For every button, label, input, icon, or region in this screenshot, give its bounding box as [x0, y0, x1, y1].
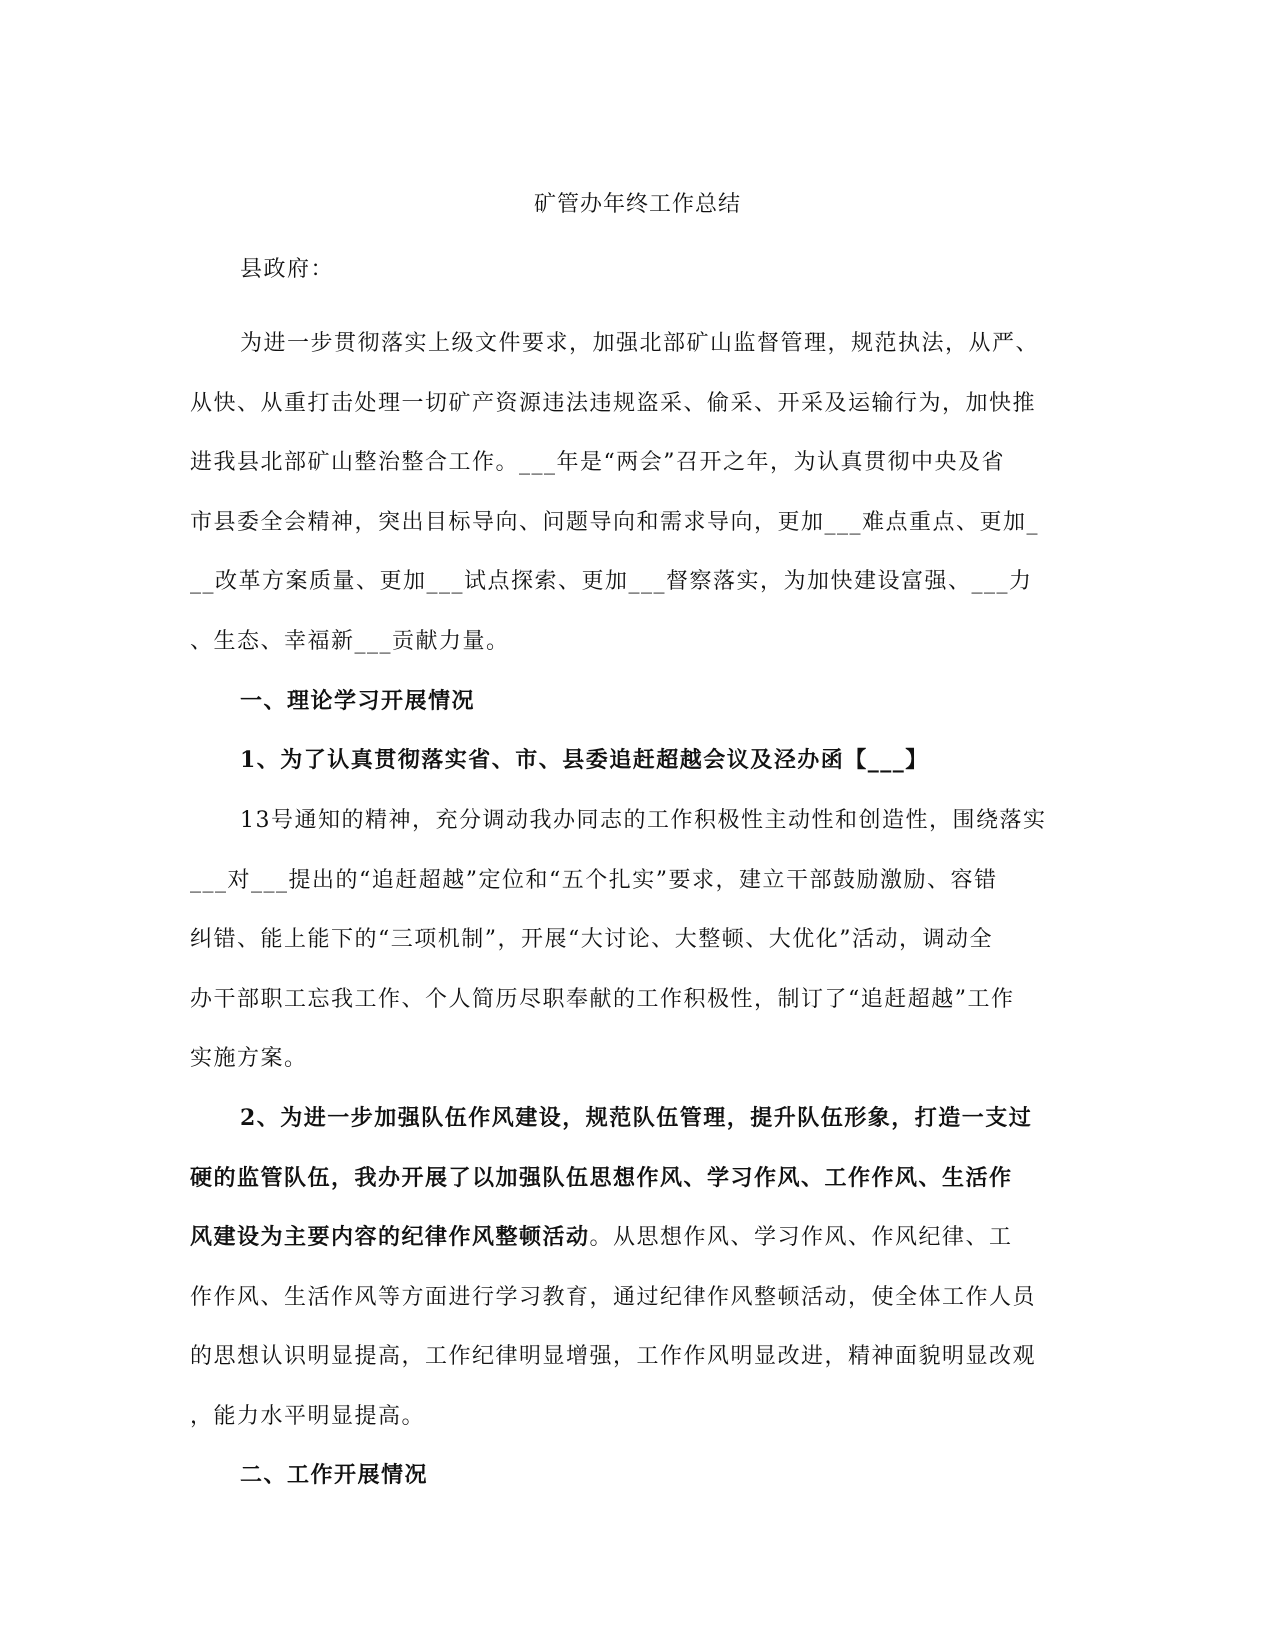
item-2-paragraph: [190, 1089, 1090, 1446]
paragraph-line: ___对___提出的“追赶超越”定位和“五个扎实”要求，建立干部鼓励激励、容错: [190, 867, 998, 893]
paragraph-line: 办干部职工忘我工作、个人简历尽职奉献的工作积极性，制订了“追赶超越”工作: [190, 986, 1015, 1012]
paragraph-line: __改革方案质量、更加___试点探索、更加___督察落实，为加快建设富强、___力: [190, 569, 1033, 594]
addressee-text: 县政府：: [240, 257, 335, 282]
item-heading-text: 1、为了认真贯彻落实省、市、县委追赶超越会议及泾办函【___】: [240, 747, 929, 773]
paragraph-line: 2、为进一步加强队伍作风建设，规范队伍管理，提升队伍形象，打造一支过: [240, 1105, 1033, 1131]
item-heading-1: [190, 731, 1140, 791]
paragraph-line: 、生态、幸福新___贡献力量。: [190, 628, 510, 654]
section-heading-text: 一、理论学习开展情况: [240, 688, 476, 714]
paragraph-line: 进我县北部矿山整治整合工作。___年是“两会”召开之年，为认真贯彻中央及省: [190, 450, 1005, 475]
paragraph-line: 硬的监管队伍，我办开展了以加强队伍思想作风、学习作风、工作作风、生活作: [190, 1164, 1013, 1191]
paragraph-line: 作作风、生活作风等方面进行学习教育，通过纪律作风整顿活动，使全体工作人员: [190, 1284, 1037, 1310]
intro-paragraph: [190, 314, 1090, 671]
document-title: 矿管办年终工作总结: [533, 192, 741, 217]
paragraph-line: 纠错、能上能下的“三项机制”，开展“大讨论、大整顿、大优化”活动，调动全: [190, 927, 993, 952]
paragraph-line: 从快、从重打击处理一切矿产资源违法违规盗采、偷采、开采及运输行为，加快推: [190, 390, 1037, 416]
paragraph-line: 市县委全会精神，突出目标导向、问题导向和需求导向，更加___难点重点、更加_: [190, 509, 1040, 535]
bold-text-segment: 风建设为主要内容的纪律作风整顿活动: [190, 1224, 590, 1250]
addressee: [190, 240, 1140, 300]
item-1-paragraph: [190, 791, 1090, 1089]
paragraph-line: 13号通知的精神，充分调动我办同志的工作积极性主动性和创造性，围绕落实: [240, 808, 1047, 833]
paragraph-line: 实施方案。: [190, 1046, 308, 1071]
paragraph-line: ，能力水平明显提高。: [190, 1403, 426, 1429]
paragraph-line: 的思想认识明显提高，工作纪律明显增强，工作作风明显改进，精神面貌明显改观: [190, 1344, 1037, 1369]
section-heading-text: 二、工作开展情况: [240, 1462, 429, 1488]
normal-text-segment: 。从思想作风、学习作风、作风纪律、工: [589, 1225, 1013, 1250]
section-heading-1: [190, 672, 1140, 732]
paragraph-line-mixed: [190, 1208, 1090, 1268]
section-heading-2: [190, 1446, 1140, 1506]
paragraph-line: 为进一步贯彻落实上级文件要求，加强北部矿山监督管理，规范执法，从严、: [240, 331, 1040, 356]
